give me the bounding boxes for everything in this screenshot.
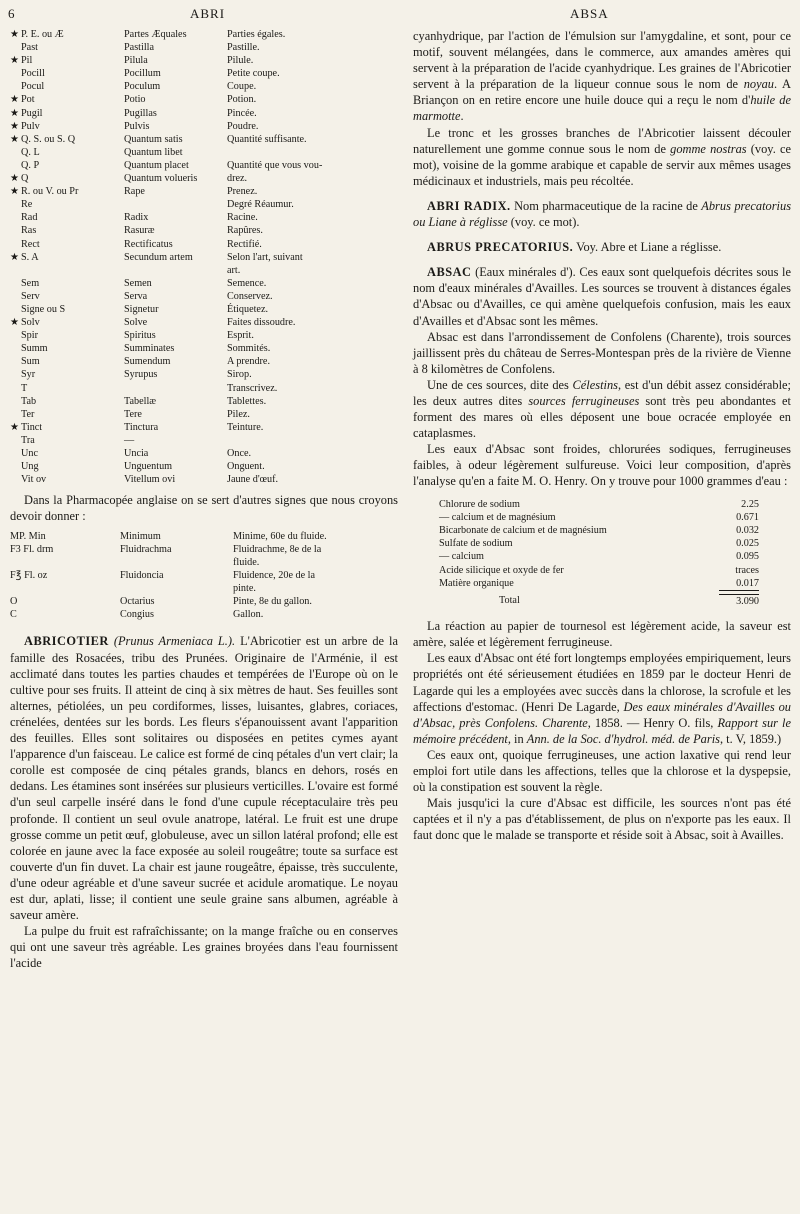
absac-p7: Ces eaux ont, quoique ferrugineuses, une action laxative qui rend leur emploi fort utile dans les affections, telles que la chlorose et la dyspepsie, où la constipation est souvent la règle. [413, 747, 791, 795]
french-meaning: Coupe. [227, 81, 257, 93]
term-sources-ferrugineuses: sources ferrugineuses [528, 393, 640, 408]
composition-row [439, 511, 759, 524]
composition-row [439, 577, 759, 591]
abbreviation: Q [21, 173, 29, 185]
absac-headword: ABSAC [427, 265, 472, 280]
french-meaning: Racine. [227, 212, 258, 224]
star-icon: ★ [10, 317, 20, 329]
abbreviation-row [10, 185, 398, 198]
absac-p8: Mais jusqu'ici la cure d'Absac est difficile, les sources n'ont pas été captées et il n'y a pas d'établissement, de plus on n'exporte pas les eaux. Il faut donc que le malade se transporte et réside soit à Absac, soit à Availles. [413, 796, 791, 843]
composition-name: Chlorure de sodium [439, 498, 520, 510]
absac-entry [413, 264, 791, 328]
french-meaning: Petite coupe. [227, 68, 280, 80]
latin-term: Poculum [124, 81, 161, 93]
term-noyau: noyau [743, 77, 774, 92]
abrus-headword: ABRUS PRECATORIUS. [427, 240, 574, 255]
abbreviation-row [10, 316, 398, 329]
abbreviation: Pugil [21, 107, 43, 119]
abricotier-p1: L'Abricotier est un arbre de la famille des Rosacées, tribu des Prunées. Originaire de l'Arménie, il est acclimaté dans toutes les parties chaudes et tempérées de l'Europe où on le cultive pour ses fruits. Il atteint de cinq à six mètres de haut. Ses feuilles sont alternes, pétiolées, un peu cordiformes, lisses, luisantes, glabres, coriaces, crénelées, dentées sur les bords. Les fleurs s'épanouissent avant l'apparition des feuilles. Elles sont solitaires ou disposées en petites cymes ayant l'apparence d'un faisceau. Le calice est formé de cinq pétales d'un vert clair; la corolle est composée de cinq pétales grands, blancs en dehors, rosés en dedans. Les étamines sont insérées sur plusieurs verticilles. L'ovaire est formé d'un seul carpelle inséré dans le fond d'une cupule réceptaculaire très peu profonde. Il contient un seul ovule anatrope, latéral. Le fruit est une drupe grosse comme un petit œuf, globuleuse, avec un sillon latéral profond; elle est colorée en jaune avec la face exposée au soleil rougeâtre; toute sa surface est couverte d'un fin duvet. La chair est jaune rougeâtre, épaisse, très succulente, d'une odeur agréable et d'une saveur sucrée et acidule aromatique. Le noyau est dur, aplati, lisse; il contient une seule graine sans albumen, agréable à saveur amère. [10, 634, 398, 923]
abbreviation-row [10, 41, 398, 54]
abbreviation: Syr [21, 369, 36, 381]
french-meaning: Faites dissoudre. [227, 317, 296, 329]
abri-radix-text2: (voy. ce mot). [507, 215, 580, 230]
composition-row [439, 550, 759, 563]
abricotier-p4-start: Le tronc et les grosses branches de l'Abricotier laissent découler naturellement une gomme connue sous le nom de [413, 125, 791, 156]
abbreviation: Tab [21, 395, 37, 407]
latin-term: Semen [124, 277, 152, 289]
composition-value: 2.25 [741, 498, 759, 510]
french-meaning: drez. [227, 173, 248, 185]
abbreviation-row [10, 211, 398, 224]
term-gomme-nostras: gomme nostras [670, 141, 747, 156]
english-sign-row [10, 543, 398, 556]
abbreviation: Serv [21, 290, 40, 302]
french-meaning: Poudre. [227, 120, 259, 132]
abbreviation: P. E. ou Æ [21, 29, 64, 40]
abbreviation: Sum [21, 356, 40, 368]
french-meaning: Once. [227, 448, 252, 459]
absac-p4: Les eaux d'Absac sont froides, chlorurées sodiques, ferrugineuses faibles, à odeur légèrement sulfureuse. Voici leur composition, d'après l'analyse qu'en a faite M. O. Henry. On y trouve pour 1000 grammes d'eau : [413, 442, 791, 489]
latin-term: Pocillum [124, 68, 161, 80]
english-latin: Fluidoncia [120, 570, 164, 582]
star-icon: ★ [10, 173, 20, 185]
abbreviation-row [10, 251, 398, 264]
abbreviation: Re [21, 199, 33, 211]
french-meaning: Pilez. [227, 408, 250, 420]
absac-p6-end: , t. V, 1859.) [719, 731, 782, 746]
abbreviation-row [10, 120, 398, 133]
abricotier-p2: La pulpe du fruit est rafraîchissante; on la mange fraîche ou en conserves qui ont une saveur très agréable. Les graines broyées dans l'eau fournissent l'acide [10, 924, 398, 971]
abricotier-p4 [413, 125, 791, 189]
french-meaning: Onguent. [227, 461, 265, 473]
french-meaning: Selon l'art, suivant [227, 251, 303, 263]
abbreviation: Vit ov [21, 474, 47, 486]
star-icon [10, 303, 21, 316]
abbreviation-row [10, 146, 398, 159]
abbreviation: Past [21, 42, 38, 54]
star-icon [10, 67, 21, 80]
abricotier-p3-mid: . A Briançon on en retire encore une huile douce qui a reçu le nom d' [413, 77, 791, 108]
french-meaning: Quantité suffisante. [227, 133, 307, 145]
abbreviation: T [21, 382, 28, 394]
composition-row [439, 564, 759, 577]
composition-row [439, 524, 759, 537]
latin-term: Tere [124, 408, 142, 420]
latin-term: Unguentum [124, 461, 173, 473]
english-french: Fluidence, 20e de la [233, 570, 316, 582]
french-meaning: Pincée. [227, 107, 257, 119]
abbreviation: Pocill [21, 68, 45, 80]
absac-p6-start: Les eaux d'Absac ont été fort longtemps employées empiriquement, leurs propriétés ont été sérieusement étudiées en 1859 par le docteur Henri de Lagarde qui les a employées avec succès dans la chlorose, la scrofule et les affections d'estomac. (Henri De Lagarde, [413, 651, 791, 714]
abbreviation-row [10, 447, 398, 460]
star-icon: ★ [10, 421, 20, 433]
abricotier-p3-end: . [460, 109, 464, 124]
abbreviation-row [10, 473, 398, 486]
english-french: Gallon. [233, 609, 264, 621]
latin-term: Radix [124, 212, 149, 224]
abricotier-p3-start: cyanhydrique, par l'action de l'émulsion sur l'amygdaline, et sont, pour ce motif, souvent mélangées, dans le commerce, aux amandes amères qui servent à la préparation de l'acide cyanhydrique. Les graines de l'Abricotier servent à la préparation de la liqueur connue sous le nom de [413, 29, 791, 92]
star-icon [10, 264, 21, 277]
star-icon [10, 395, 21, 408]
latin-term: Vitellum ovi [124, 474, 176, 486]
star-icon [10, 368, 21, 381]
abbreviation: Ras [21, 225, 37, 237]
french-meaning: A prendre. [227, 356, 270, 368]
french-meaning: Jaune d'œuf. [227, 474, 279, 486]
latin-term: Partes Æquales [124, 29, 187, 40]
term-huile-de-marmotte: huile de marmotte [413, 93, 791, 124]
composition-name: Sulfate de sodium [439, 538, 513, 550]
abbreviation-row [10, 133, 398, 146]
star-icon: ★ [10, 107, 20, 119]
star-icon: ★ [10, 186, 20, 198]
abbreviation: Sem [21, 277, 40, 289]
composition-name: — calcium [439, 551, 484, 563]
english-sign-row [10, 608, 398, 621]
absac-p6 [413, 650, 791, 747]
abbreviation-row [10, 54, 398, 67]
abbreviation-row [10, 395, 398, 408]
star-icon [10, 447, 21, 460]
french-meaning: Prenez. [227, 186, 258, 198]
abbreviation: Spir [21, 330, 38, 342]
english-french: Pinte, 8e du gallon. [233, 596, 312, 608]
latin-term: Pulvis [124, 120, 150, 132]
absac-p6-mid: , 1858. — Henry O. fils, [587, 715, 718, 730]
right-running-head: ABSA [570, 6, 609, 21]
abbreviation-row [10, 460, 398, 473]
abbreviation-row [10, 264, 398, 277]
english-latin [120, 556, 233, 569]
english-latin: Octarius [120, 596, 155, 608]
composition-row [439, 537, 759, 550]
latin-term: Tinctura [124, 421, 159, 433]
composition-row [439, 498, 759, 511]
english-sign: O [10, 596, 18, 608]
abbreviation-row [10, 224, 398, 237]
latin-term: Syrupus [124, 369, 158, 381]
star-icon [10, 80, 21, 93]
page-number: 6 [8, 6, 15, 21]
star-icon [10, 290, 21, 303]
french-meaning: Sirop. [227, 369, 252, 381]
abbreviation-row [10, 421, 398, 434]
english-latin [120, 582, 233, 595]
french-meaning: Esprit. [227, 330, 254, 342]
star-icon: ★ [10, 94, 20, 106]
composition-value: 0.671 [736, 511, 759, 523]
latin-term: Summinates [124, 343, 175, 355]
abrus-entry [413, 239, 791, 255]
english-sign-row [10, 582, 398, 595]
star-icon [10, 277, 21, 290]
french-meaning: Tablettes. [227, 395, 267, 407]
abbreviation [21, 264, 124, 277]
abricotier-latin: (Prunus Armeniaca L.). [113, 634, 236, 649]
absac-ref1: Des eaux minérales d'Availles ou d'Absac, près Confolens. Charente [413, 699, 791, 730]
french-meaning: art. [227, 264, 241, 276]
english-sign: C [10, 609, 17, 621]
composition-value: traces [735, 564, 759, 576]
star-icon [10, 238, 21, 251]
abbreviation-row [10, 342, 398, 355]
french-meaning: Degré Réaumur. [227, 199, 294, 211]
composition-name: Matière organique [439, 577, 514, 589]
abri-radix-entry [413, 198, 791, 230]
abbreviation: Rad [21, 212, 38, 224]
latin-term: Quantum satis [124, 133, 183, 145]
latin-term [124, 198, 227, 211]
composition-name: Acide silicique et oxyde de fer [439, 564, 564, 576]
french-meaning: Parties égales. [227, 29, 286, 40]
abbreviation-row [10, 408, 398, 421]
abri-radix-text1: Nom pharmaceutique de la racine de [510, 198, 702, 213]
english-sign: MP. Min [10, 531, 46, 543]
abri-radix-italic: Abrus precatorius ou Liane à réglisse [413, 198, 792, 230]
star-icon: ★ [10, 133, 20, 145]
english-french: pinte. [233, 583, 256, 595]
abbreviation: Q. P [21, 159, 40, 171]
english-latin: Minimum [120, 531, 161, 543]
term-celestins: Célestins [572, 377, 618, 392]
abbreviation: Summ [21, 343, 48, 355]
latin-term: Quantum volueris [124, 173, 198, 185]
french-meaning: Transcrivez. [227, 382, 278, 394]
star-icon [10, 408, 21, 421]
absac-p5: La réaction au papier de tournesol est légèrement acide, la saveur est amère, salée et légèrement ferrugineuse. [413, 619, 791, 650]
latin-term [124, 264, 227, 277]
abbreviation-row [10, 198, 398, 211]
star-icon [10, 382, 21, 395]
star-icon [10, 211, 21, 224]
latin-term: Potio [124, 94, 146, 106]
abbreviation-row [10, 434, 398, 447]
abbreviation-row [10, 172, 398, 185]
english-french: fluide. [233, 557, 260, 569]
absac-p3-end: sont très peu abondantes et forment des mares où elles déposent une boue ocracée employée en cataplasmes. [413, 393, 791, 441]
star-icon [10, 355, 21, 368]
star-icon [10, 473, 21, 486]
composition-name: Bicarbonate de calcium et de magnésium [439, 524, 607, 536]
english-latin: Fluidrachma [120, 544, 172, 556]
latin-term: Uncia [124, 448, 149, 459]
abricotier-p4-end: (voy. ce mot), voisine de la gomme arabique et capable de servir aux mêmes usages médicinaux et industriels, mais peu récoltée. [413, 141, 791, 188]
absac-ref3: Ann. de la Soc. d'hydrol. méd. de Paris [526, 731, 720, 746]
latin-term: Pugillas [124, 107, 157, 119]
english-latin: Congius [120, 609, 154, 621]
abbreviation: Unc [21, 448, 38, 459]
abbreviation-row [10, 382, 398, 395]
abbreviation: Q. S. ou S. Q [21, 133, 76, 145]
abbreviation: Q. L [21, 146, 40, 158]
abbreviation-row [10, 28, 398, 41]
absac-p1: (Eaux minérales d'). Ces eaux sont quelquefois décrites sous le nom d'eaux minérales d'Availles. Les sources se trouvent à distances égales d'Absac ou d'Availles, ce qui amène quelquefois confusion, mais les eaux d'Availles et d'Absac sont les mêmes. [413, 265, 791, 328]
abricotier-p3 [413, 28, 791, 125]
latin-term: Rectificatus [124, 238, 173, 250]
page-header [0, 6, 800, 26]
english-sign [10, 556, 120, 569]
latin-term: Pilula [124, 55, 148, 67]
abricotier-headword: ABRICOTIER [24, 634, 109, 649]
abbreviation: Ter [21, 408, 35, 420]
left-column [10, 28, 398, 971]
right-column [413, 28, 791, 843]
star-icon [10, 198, 21, 211]
composition-total-value: 3.090 [719, 594, 759, 608]
pharmacopee-intro: Dans la Pharmacopée anglaise on se sert d'autres signes que nous croyons devoir donner : [10, 493, 398, 524]
english-french: Minime, 60e du fluide. [233, 531, 327, 543]
latin-term: Quantum libet [124, 146, 183, 158]
english-sign [10, 582, 120, 595]
abbreviation: Ung [21, 461, 39, 473]
abbreviation-row [10, 303, 398, 316]
composition-value: 0.032 [736, 524, 759, 536]
latin-term: — [124, 434, 135, 446]
star-icon [10, 224, 21, 237]
star-icon [10, 342, 21, 355]
french-meaning: Semence. [227, 277, 267, 289]
french-meaning [227, 434, 398, 447]
left-running-head: ABRI [190, 6, 226, 21]
abbreviation-row [10, 329, 398, 342]
abbreviation-row [10, 107, 398, 120]
abbreviation-table [10, 28, 398, 486]
abbreviation: Solv [21, 317, 40, 329]
english-sign: F3 Fl. drm [10, 544, 54, 556]
french-meaning: Conservez. [227, 290, 273, 302]
composition-name: — calcium et de magnésium [439, 511, 556, 523]
latin-term: Pastilla [124, 42, 154, 54]
absac-ref2: Rapport sur le mémoire précédent [413, 715, 791, 746]
star-icon: ★ [10, 29, 20, 40]
latin-term: Rape [124, 186, 145, 198]
star-icon [10, 329, 21, 342]
latin-term: Solve [124, 317, 148, 329]
composition-value: 0.095 [736, 551, 759, 563]
french-meaning: Rapûres. [227, 225, 263, 237]
absac-p3 [413, 377, 791, 441]
abbreviation-row [10, 355, 398, 368]
english-sign-row [10, 530, 398, 543]
composition-value: 0.025 [736, 538, 759, 550]
abbreviation-row [10, 238, 398, 251]
star-icon [10, 434, 21, 447]
abbreviation-row [10, 159, 398, 172]
french-meaning: Pilule. [227, 55, 254, 67]
composition-total-row [439, 594, 759, 608]
absac-p6-mid2: , in [507, 731, 527, 746]
french-meaning: Pastille. [227, 42, 260, 54]
latin-term: Quantum placet [124, 159, 189, 171]
abrus-text: Voy. Abre et Liane a réglisse. [573, 240, 722, 255]
latin-term: Tabellæ [124, 395, 157, 407]
abbreviation-row [10, 67, 398, 80]
absac-p3-start: Une de ces sources, dite des [427, 377, 573, 392]
absac-p3-mid: , est d'un débit assez considérable; les deux autres dites [413, 377, 791, 408]
english-sign-row [10, 556, 398, 569]
latin-term: Sumendum [124, 356, 171, 368]
french-meaning: Étiquetez. [227, 303, 269, 315]
english-sign-row [10, 569, 398, 582]
abbreviation: Pot [21, 94, 35, 106]
english-signs-table [10, 530, 398, 621]
composition-value: 0.017 [719, 577, 759, 591]
star-icon: ★ [10, 251, 20, 263]
latin-term: Spiritus [124, 330, 156, 342]
abbreviation-row [10, 368, 398, 381]
latin-term: Secundum artem [124, 251, 193, 263]
abbreviation: Rect [21, 238, 40, 250]
french-meaning: Sommités. [227, 343, 271, 355]
abbreviation: Pocul [21, 81, 45, 93]
latin-term: Signetur [124, 303, 159, 315]
french-meaning: Potion. [227, 94, 257, 106]
latin-term: Rasuræ [124, 225, 155, 237]
latin-term [124, 382, 227, 395]
abri-radix-headword: ABRI RADIX. [427, 198, 511, 213]
star-icon [10, 146, 21, 159]
abbreviation: Pulv [21, 120, 40, 132]
absac-p2: Absac est dans l'arrondissement de Confolens (Charente), trois sources jaillissent près du château de Serres-Montespan près de la rivière de Vienne à 8 kilomètres de Confolens. [413, 329, 791, 376]
star-icon [10, 159, 21, 172]
abbreviation-row [10, 290, 398, 303]
abbreviation-row [10, 93, 398, 106]
composition-table [439, 498, 759, 609]
abbreviation: Tinct [21, 421, 43, 433]
french-meaning [227, 146, 398, 159]
star-icon [10, 460, 21, 473]
latin-term: Serva [124, 290, 148, 302]
french-meaning: Rectifié. [227, 238, 262, 250]
french-meaning: Teinture. [227, 421, 264, 433]
english-sign-row [10, 595, 398, 608]
abbreviation: Pil [21, 55, 33, 67]
composition-total-label: Total [499, 594, 520, 606]
abbreviation: S. A [21, 251, 39, 263]
star-icon [10, 41, 21, 54]
star-icon: ★ [10, 55, 20, 67]
abbreviation: Tra [21, 434, 35, 446]
abbreviation-row [10, 80, 398, 93]
star-icon: ★ [10, 120, 20, 132]
english-french: Fluidrachme, 8e de la [233, 544, 322, 556]
french-meaning: Quantité que vous vou- [227, 159, 323, 171]
abricotier-entry [10, 633, 398, 923]
abbreviation-row [10, 277, 398, 290]
abbreviation: Signe ou S [21, 303, 66, 315]
abbreviation: R. ou V. ou Pr [21, 186, 79, 198]
english-sign: F℥ Fl. oz [10, 570, 48, 582]
